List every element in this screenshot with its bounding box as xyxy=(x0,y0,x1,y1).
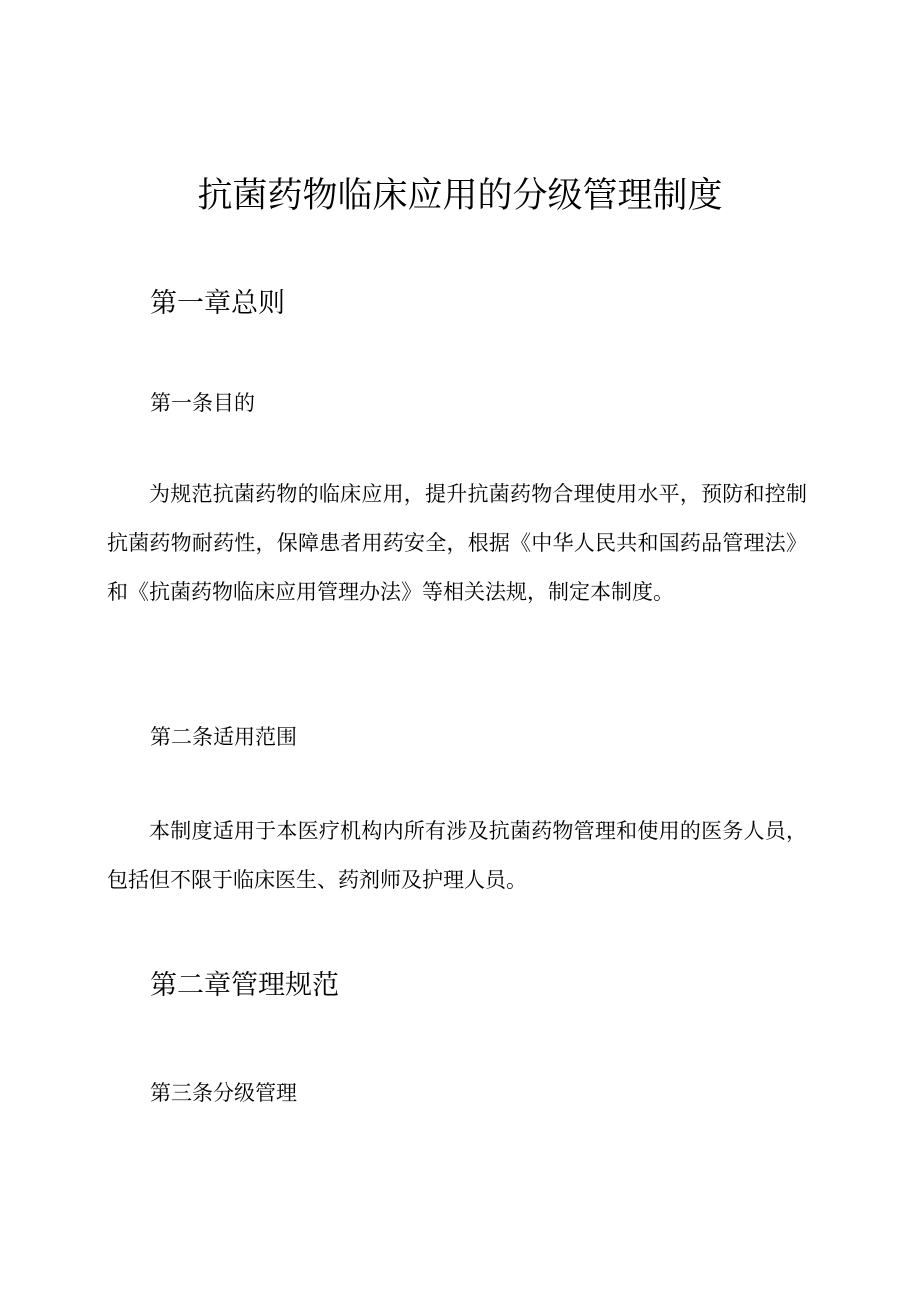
article-1-heading: 第一条目的 xyxy=(150,391,255,415)
chapter-1-heading: 第一章总则 xyxy=(150,288,285,319)
document-title: 抗菌药物临床应用的分级管理制度 xyxy=(197,176,723,216)
article-2-heading: 第二条适用范围 xyxy=(150,725,297,749)
chapter-2-heading: 第二章管理规范 xyxy=(150,970,339,1001)
article-2-body: 本制度适用于本医疗机构内所有涉及抗菌药物管理和使用的医务人员，包括但不限于临床医生、药剂师及护理人员。 xyxy=(107,819,807,892)
article-1-body: 为规范抗菌药物的临床应用，提升抗菌药物合理使用水平，预防和控制抗菌药物耐药性，保障患者用药安全，根据《中华人民共和国药品管理法》和《抗菌药物临床应用管理办法》等相关法规，制定本制度。 xyxy=(107,482,807,604)
article-3-heading: 第三条分级管理 xyxy=(150,1081,297,1105)
